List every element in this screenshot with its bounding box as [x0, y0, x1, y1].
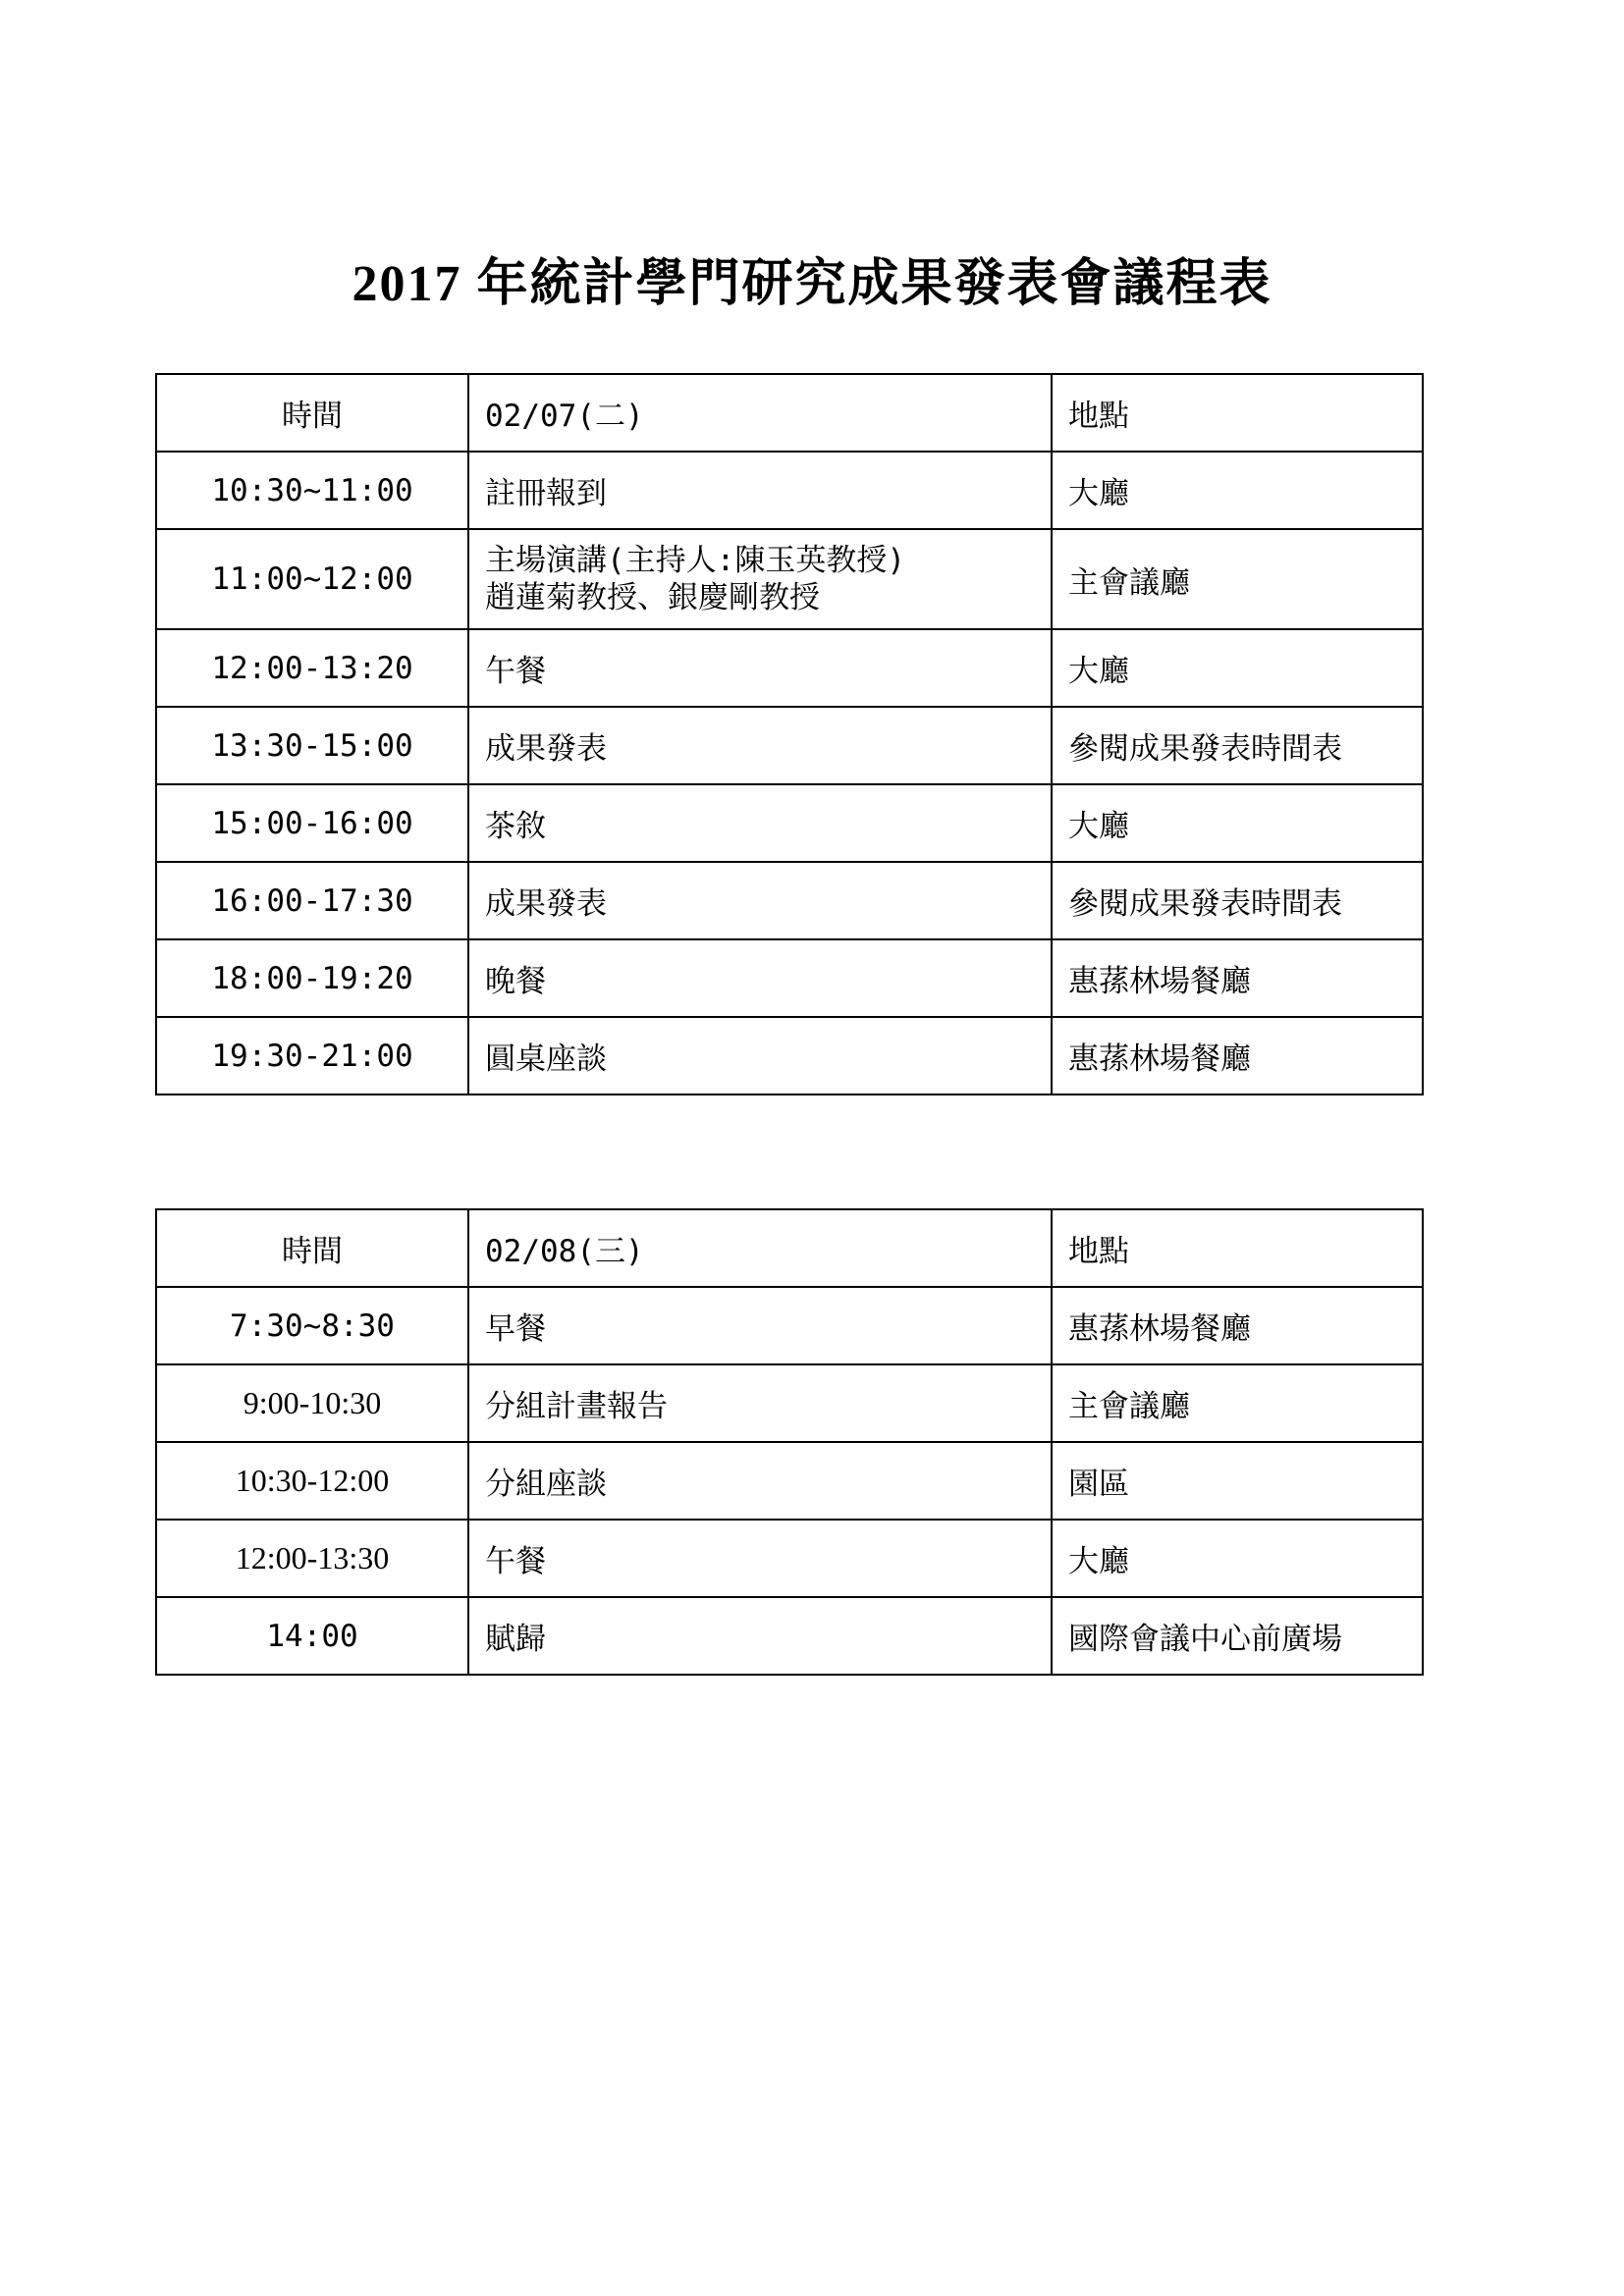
- row-event: 成果發表: [468, 862, 1052, 939]
- row-location: 主會議廳: [1052, 529, 1423, 629]
- table-row: [156, 1364, 1423, 1442]
- table-header-row: [156, 1209, 1423, 1287]
- row-location: 大廳: [1052, 629, 1423, 707]
- row-event: 早餐: [468, 1287, 1052, 1364]
- header-date: 02/07(二): [468, 374, 1052, 452]
- header-location: 地點: [1052, 374, 1423, 452]
- row-event-line2: 趙蓮菊教授、銀慶剛教授: [485, 580, 820, 615]
- row-event: 午餐: [468, 1520, 1052, 1597]
- row-location: 大廳: [1052, 1520, 1423, 1597]
- table-row: [156, 1287, 1423, 1364]
- row-event: 分組計畫報告: [468, 1364, 1052, 1442]
- row-event: 註冊報到: [468, 452, 1052, 529]
- row-time: 12:00-13:30: [156, 1520, 468, 1597]
- row-time: 18:00-19:20: [156, 939, 468, 1017]
- table-row: [156, 862, 1423, 939]
- row-time: 7:30~8:30: [156, 1287, 468, 1364]
- table-row: [156, 939, 1423, 1017]
- table-row: [156, 1017, 1423, 1095]
- row-event: 茶敘: [468, 784, 1052, 862]
- table-row: [156, 529, 1423, 629]
- table-header-row: [156, 374, 1423, 452]
- row-time: 15:00-16:00: [156, 784, 468, 862]
- row-location: 參閱成果發表時間表: [1052, 862, 1423, 939]
- row-time: 16:00-17:30: [156, 862, 468, 939]
- row-event-line1: 主場演講(主持人:陳玉英教授): [485, 543, 905, 578]
- row-time: 9:00-10:30: [156, 1364, 468, 1442]
- row-event: 分組座談: [468, 1442, 1052, 1520]
- row-location: 大廳: [1052, 452, 1423, 529]
- row-location: 參閱成果發表時間表: [1052, 707, 1423, 784]
- row-event: 成果發表: [468, 707, 1052, 784]
- row-time: 13:30-15:00: [156, 707, 468, 784]
- schedule-table-day1: [155, 373, 1424, 1095]
- row-location: 主會議廳: [1052, 1364, 1423, 1442]
- row-time: 14:00: [156, 1597, 468, 1675]
- row-location: 大廳: [1052, 784, 1423, 862]
- row-event: 午餐: [468, 629, 1052, 707]
- row-location: 園區: [1052, 1442, 1423, 1520]
- row-time: 11:00~12:00: [156, 529, 468, 629]
- row-time: 10:30-12:00: [156, 1442, 468, 1520]
- table-row: [156, 1520, 1423, 1597]
- row-location: 國際會議中心前廣場: [1052, 1597, 1423, 1675]
- row-location: 惠蓀林場餐廳: [1052, 1017, 1423, 1095]
- header-time: 時間: [156, 374, 468, 452]
- table-row: [156, 452, 1423, 529]
- table-row: [156, 707, 1423, 784]
- row-time: 19:30-21:00: [156, 1017, 468, 1095]
- row-location: 惠蓀林場餐廳: [1052, 1287, 1423, 1364]
- schedule-table-day2: [155, 1208, 1424, 1676]
- row-event: [468, 529, 1052, 629]
- header-location: 地點: [1052, 1209, 1423, 1287]
- row-event: 晚餐: [468, 939, 1052, 1017]
- table-row: [156, 784, 1423, 862]
- row-event: 圓桌座談: [468, 1017, 1052, 1095]
- row-time: 12:00-13:20: [156, 629, 468, 707]
- table-row: [156, 1597, 1423, 1675]
- table-row: [156, 1442, 1423, 1520]
- header-date: 02/08(三): [468, 1209, 1052, 1287]
- table-row: [156, 629, 1423, 707]
- row-event: 賦歸: [468, 1597, 1052, 1675]
- header-time: 時間: [156, 1209, 468, 1287]
- row-location: 惠蓀林場餐廳: [1052, 939, 1423, 1017]
- page-title: 2017 年統計學門研究成果發表會議程表: [352, 256, 1272, 312]
- row-time: 10:30~11:00: [156, 452, 468, 529]
